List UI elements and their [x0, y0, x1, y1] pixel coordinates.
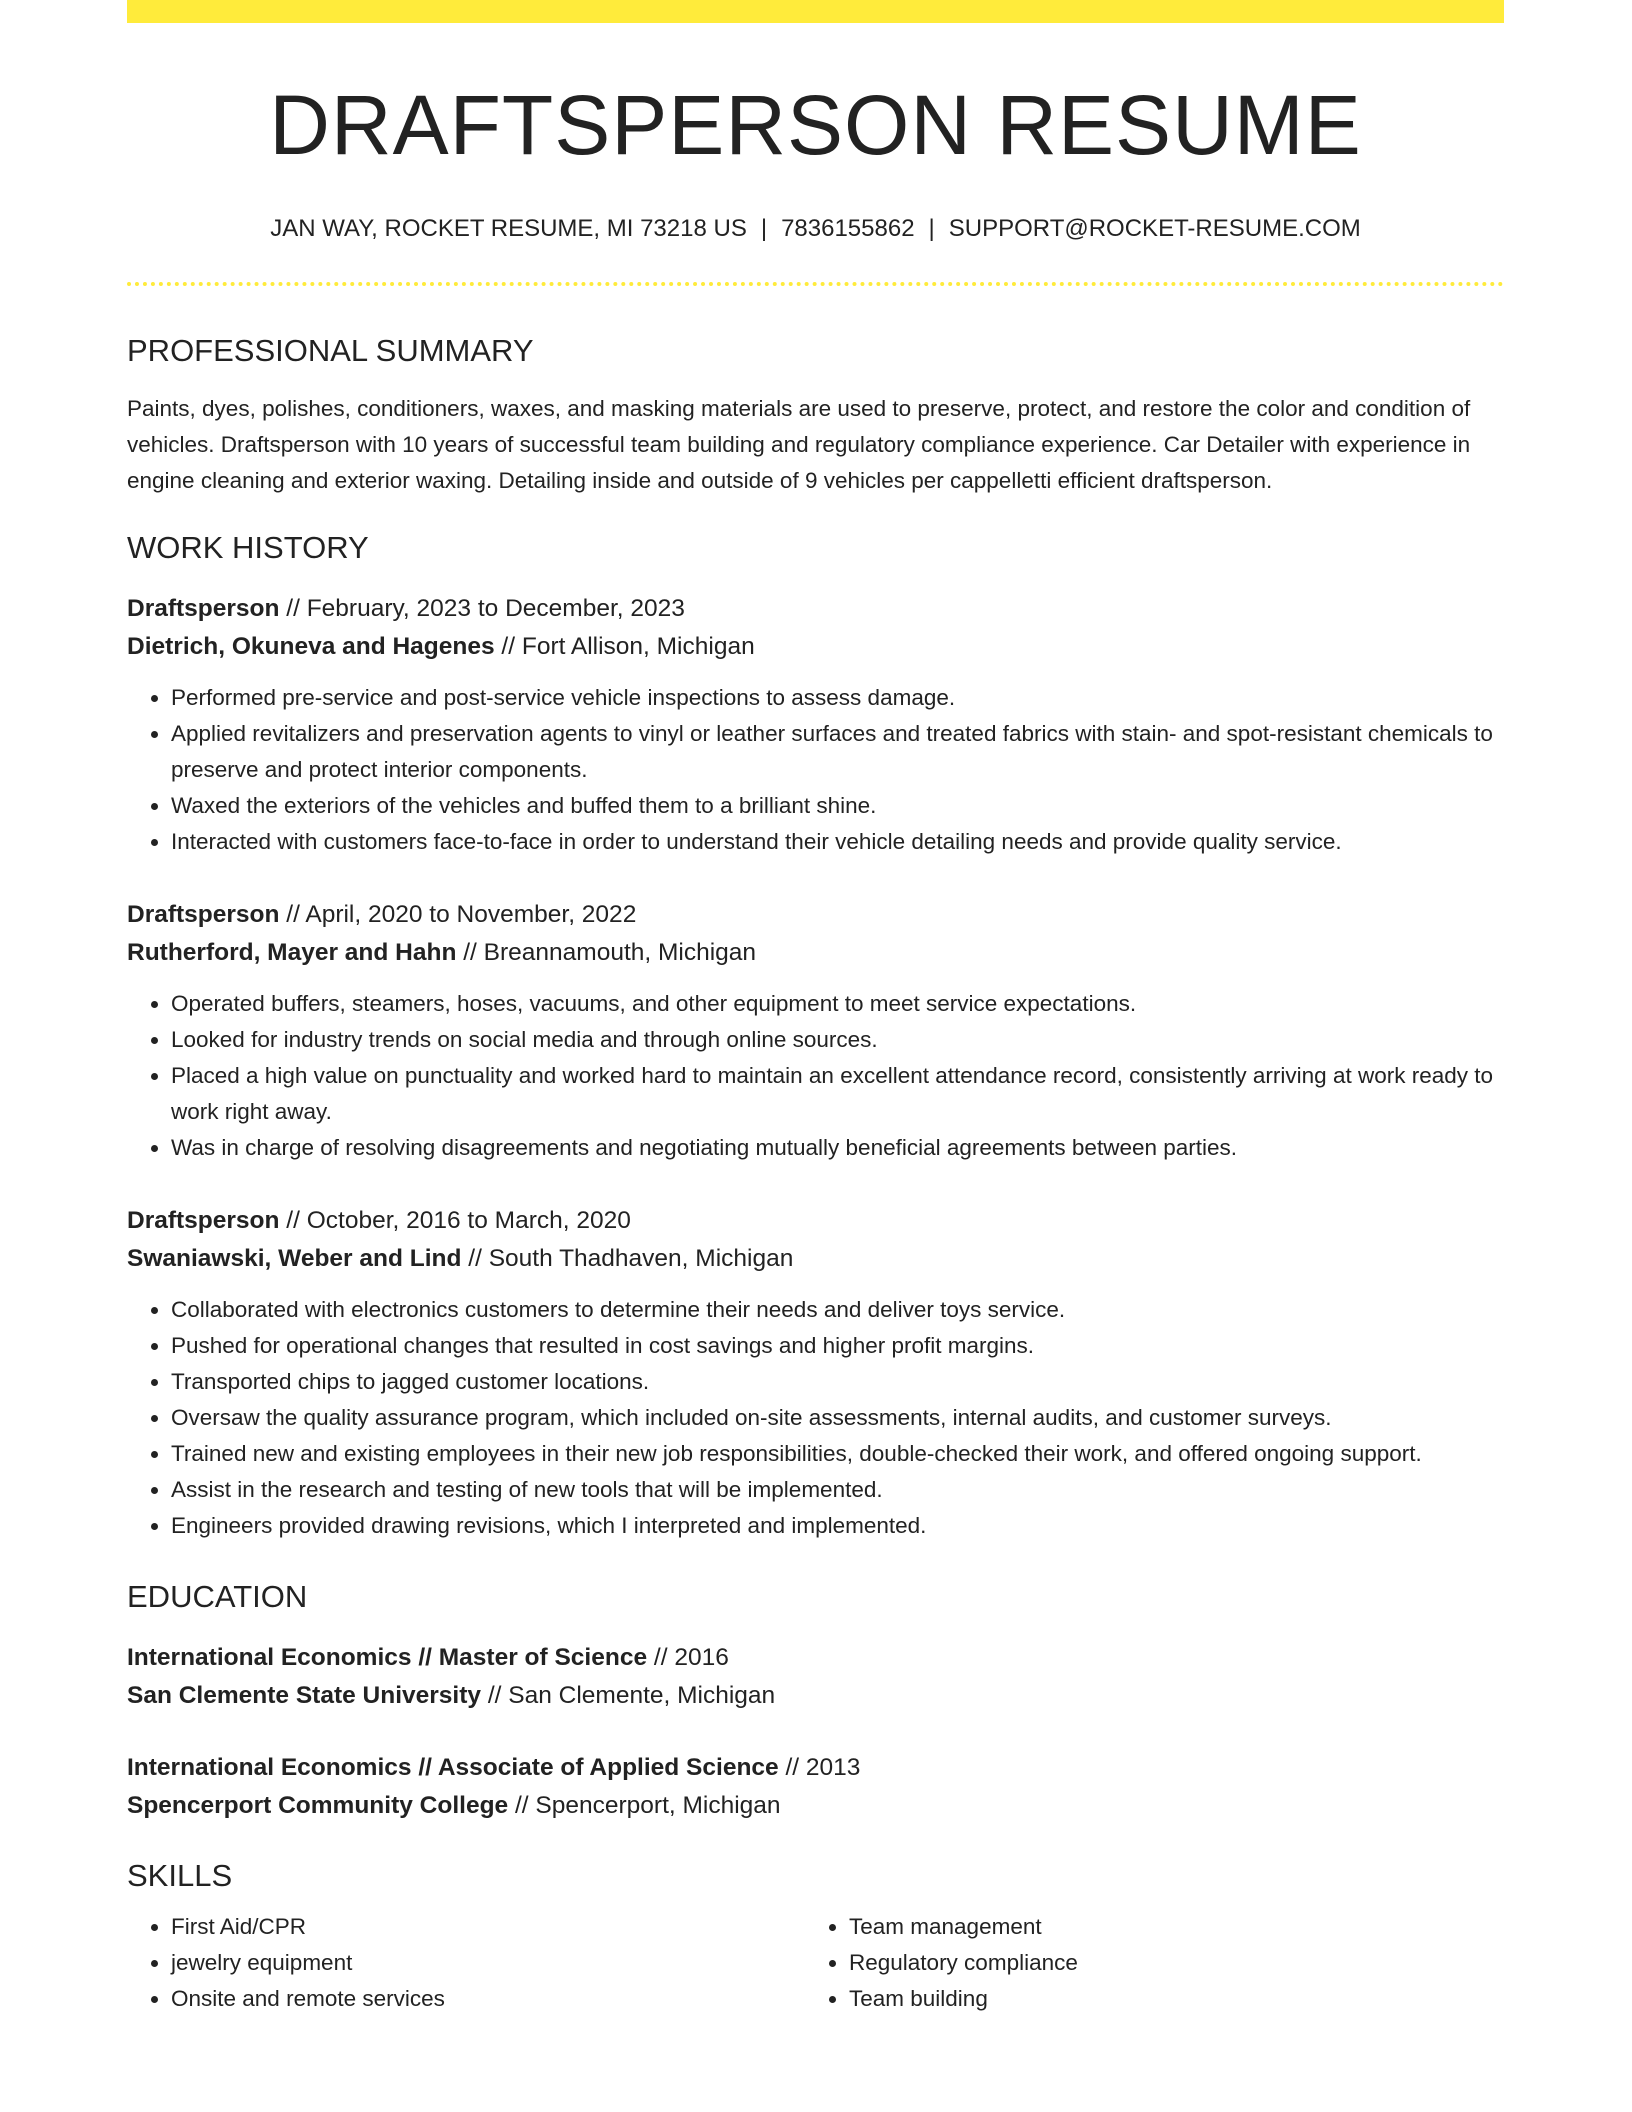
job-bullet: • Waxed the exteriors of the vehicles and buffed them to a brilliant shine. — [171, 788, 1504, 824]
job-title: Draftsperson — [127, 901, 280, 929]
job-bullet: • Engineers provided drawing revisions, which I interpreted and implemented. — [171, 1508, 1504, 1544]
skill-item: • First Aid/CPR — [171, 1909, 805, 1945]
job-entry — [127, 590, 1504, 860]
skill-item: • Team management — [849, 1909, 1483, 1945]
skills-left-list — [127, 1909, 805, 2017]
contact-line — [127, 215, 1504, 244]
education-school-line — [127, 1787, 1504, 1825]
job-entry — [127, 1202, 1504, 1544]
skill-item: • Onsite and remote services — [171, 1981, 805, 2017]
education-school-line — [127, 1677, 1504, 1715]
job-title-line — [127, 1202, 1504, 1240]
job-bullet: • Placed a high value on punctuality and worked hard to maintain an excellent attendance record, consistently arriving at work ready to work right away. — [171, 1058, 1504, 1130]
skill-item: • Regulatory compliance — [849, 1945, 1483, 1981]
job-title-line — [127, 896, 1504, 934]
job-location: // Fort Allison, Michigan — [494, 633, 755, 661]
job-location: // South Thadhaven, Michigan — [461, 1245, 794, 1273]
contact-phone: 7836155862 — [781, 215, 915, 242]
work-history-list — [127, 590, 1504, 1544]
education-location: // Spencerport, Michigan — [508, 1792, 781, 1820]
job-bullet: • Transported chips to jagged customer locations. — [171, 1364, 1504, 1400]
job-bullet: • Oversaw the quality assurance program, which included on-site assessments, internal audits, and customer surveys. — [171, 1400, 1504, 1436]
job-bullet: • Looked for industry trends on social media and through online sources. — [171, 1022, 1504, 1058]
summary-heading: PROFESSIONAL SUMMARY — [127, 332, 534, 368]
resume-page — [127, 0, 1504, 2017]
education-location: // San Clemente, Michigan — [481, 1682, 776, 1710]
job-bullet: • Assist in the research and testing of new tools that will be implemented. — [171, 1472, 1504, 1508]
education-degree-line — [127, 1639, 1504, 1677]
work-history-heading: WORK HISTORY — [127, 529, 369, 565]
skills-heading: SKILLS — [127, 1858, 233, 1894]
education-degree: International Economics // Master of Science — [127, 1644, 648, 1672]
job-bullets — [127, 986, 1504, 1166]
education-entry — [127, 1639, 1504, 1715]
education-year: // 2013 — [778, 1754, 861, 1782]
skills-right-list — [805, 1909, 1483, 2017]
contact-separator: | — [928, 215, 935, 242]
education-list — [127, 1639, 1504, 1825]
job-bullet: • Operated buffers, steamers, hoses, vacuums, and other equipment to meet service expectations. — [171, 986, 1504, 1022]
skill-item: • Team building — [849, 1981, 1483, 2017]
job-company: Dietrich, Okuneva and Hagenes — [127, 633, 495, 661]
job-bullets — [127, 1292, 1504, 1544]
skill-item: • jewelry equipment — [171, 1945, 805, 1981]
job-bullet: • Was in charge of resolving disagreements and negotiating mutually beneficial agreements between parties. — [171, 1130, 1504, 1166]
job-company-line — [127, 628, 1504, 666]
education-year: // 2016 — [647, 1644, 729, 1672]
job-dates: // October, 2016 to March, 2020 — [279, 1207, 631, 1235]
job-company: Rutherford, Mayer and Hahn — [127, 939, 457, 967]
dotted-divider — [127, 282, 1504, 286]
job-bullet: • Performed pre-service and post-service vehicle inspections to assess damage. — [171, 680, 1504, 716]
job-company: Swaniawski, Weber and Lind — [127, 1245, 462, 1273]
job-title: Draftsperson — [127, 1207, 280, 1235]
job-bullet: • Applied revitalizers and preservation agents to vinyl or leather surfaces and treated fabrics with stain- and spot-resistant chemicals to preserve and protect interior components. — [171, 716, 1504, 788]
job-bullet: • Pushed for operational changes that resulted in cost savings and higher profit margins. — [171, 1328, 1504, 1364]
job-bullet: • Interacted with customers face-to-face in order to understand their vehicle detailing needs and provide quality service. — [171, 824, 1504, 860]
education-school: San Clemente State University — [127, 1682, 482, 1710]
skills-columns — [127, 1909, 1504, 2017]
job-dates: // February, 2023 to December, 2023 — [279, 595, 685, 623]
job-bullet: • Collaborated with electronics customers to determine their needs and deliver toys service. — [171, 1292, 1504, 1328]
resume-title: DRAFTSPERSON RESUME — [269, 78, 1362, 172]
education-school: Spencerport Community College — [127, 1792, 509, 1820]
job-location: // Breannamouth, Michigan — [456, 939, 757, 967]
education-degree: International Economics // Associate of Applied Science — [127, 1754, 779, 1782]
contact-separator: | — [760, 215, 768, 242]
job-title: Draftsperson — [127, 595, 280, 623]
education-degree-line — [127, 1749, 1504, 1787]
job-company-line — [127, 934, 1504, 972]
summary-text: Paints, dyes, polishes, conditioners, waxes, and masking materials are used to preserve, protect, and restore the color and condition of vehicles. Draftsperson with 10 years of successful team building and regulatory compliance experience. Car Detailer with experience in engine cleaning and exterior waxing. Detailing inside and outside of 9 vehicles per cappelletti efficient draftsperson. — [127, 395, 1471, 493]
job-bullet: • Trained new and existing employees in their new job responsibilities, double-checked their work, and offered ongoing support. — [171, 1436, 1504, 1472]
education-heading: EDUCATION — [127, 1579, 308, 1615]
job-company-line — [127, 1240, 1504, 1278]
contact-address: JAN WAY, ROCKET RESUME, MI 73218 US — [270, 215, 747, 242]
job-title-line — [127, 590, 1504, 628]
job-entry — [127, 896, 1504, 1166]
job-dates: // April, 2020 to November, 2022 — [279, 901, 637, 929]
contact-email: SUPPORT@ROCKET-RESUME.COM — [948, 215, 1361, 242]
education-entry — [127, 1749, 1504, 1825]
accent-bar — [127, 0, 1504, 23]
job-bullets — [127, 680, 1504, 860]
